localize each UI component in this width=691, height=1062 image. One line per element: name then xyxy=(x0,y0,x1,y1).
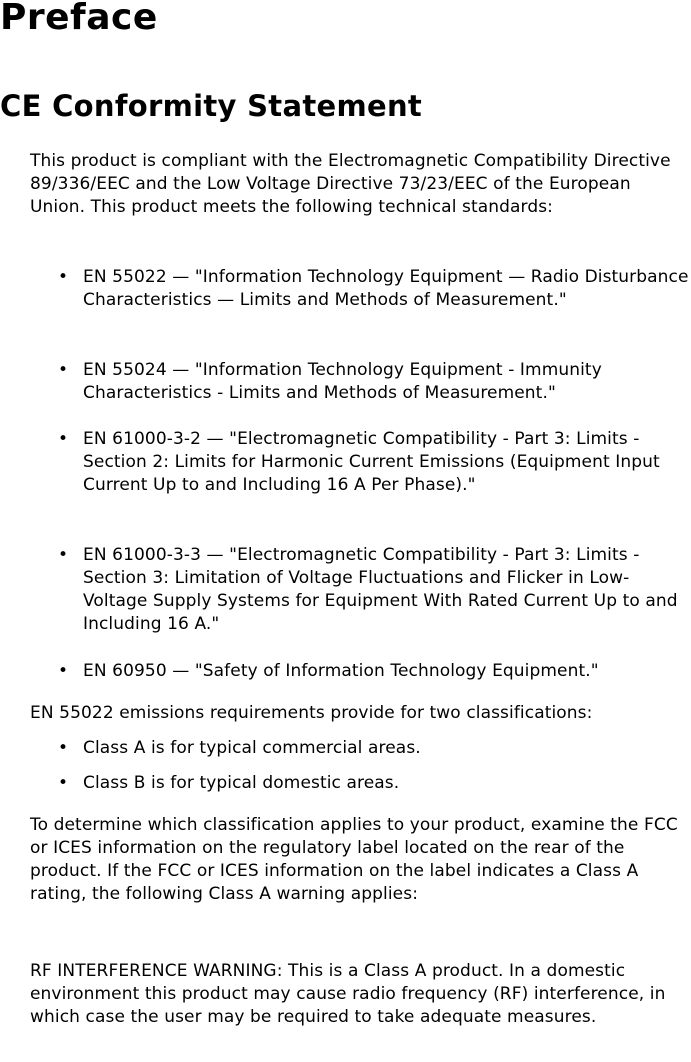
bullet-icon: • xyxy=(58,545,69,565)
list-item xyxy=(58,737,691,760)
page-heading: Preface xyxy=(0,0,158,38)
class-a-item: Class A is for typical commercial areas. xyxy=(83,738,421,758)
bullet-icon: • xyxy=(58,773,69,793)
bullet-icon: • xyxy=(58,738,69,758)
list-item xyxy=(58,266,691,312)
standard-en60950: EN 60950 — "Safety of Information Technology Equipment." xyxy=(83,661,599,681)
list-item xyxy=(58,544,691,636)
list-item xyxy=(58,660,691,683)
standard-en61000-3-3: EN 61000-3-3 — "Electromagnetic Compatibility - Part 3: Limits - Section 3: Limitation of Voltage Fluctuations and Flicker in Low-Voltage Supply Systems for Equipment With Rated Current Up to and Including 16 A." xyxy=(83,545,678,634)
list-item xyxy=(58,772,691,795)
determine-paragraph: To determine which classification applies to your product, examine the FCC or ICES information on the regulatory label located on the rear of the product. If the FCC or ICES information on the label indicates a Class A rating, the following Class A warning applies: xyxy=(30,815,678,904)
class-b-item: Class B is for typical domestic areas. xyxy=(83,773,400,793)
section-title: CE Conformity Statement xyxy=(0,89,423,123)
standard-en61000-3-2: EN 61000-3-2 — "Electromagnetic Compatibility - Part 3: Limits - Section 2: Limits for Harmonic Current Emissions (Equipment Input Current Up to and Including 16 A Per Phase)." xyxy=(83,429,660,495)
bullet-icon: • xyxy=(58,429,69,449)
list-item xyxy=(58,359,691,405)
intro-paragraph: This product is compliant with the Electromagnetic Compatibility Directive 89/336/EEC and the Low Voltage Directive 73/23/EEC of the European Union. This product meets the following technical standards: xyxy=(30,151,671,217)
list-item xyxy=(58,428,691,497)
standard-en55022: EN 55022 — "Information Technology Equipment — Radio Disturbance Characteristics — Limits and Methods of Measurement." xyxy=(83,267,689,310)
bullet-icon: • xyxy=(58,267,69,287)
classifications-intro: EN 55022 emissions requirements provide for two classifications: xyxy=(30,703,593,723)
standard-en55024: EN 55024 — "Information Technology Equipment - Immunity Characteristics - Limits and Methods of Measurement." xyxy=(83,360,602,403)
bullet-icon: • xyxy=(58,360,69,380)
warning-paragraph: RF INTERFERENCE WARNING: This is a Class A product. In a domestic environment this product may cause radio frequency (RF) interference, in which case the user may be required to take adequate measures. xyxy=(30,961,666,1027)
bullet-icon: • xyxy=(58,661,69,681)
